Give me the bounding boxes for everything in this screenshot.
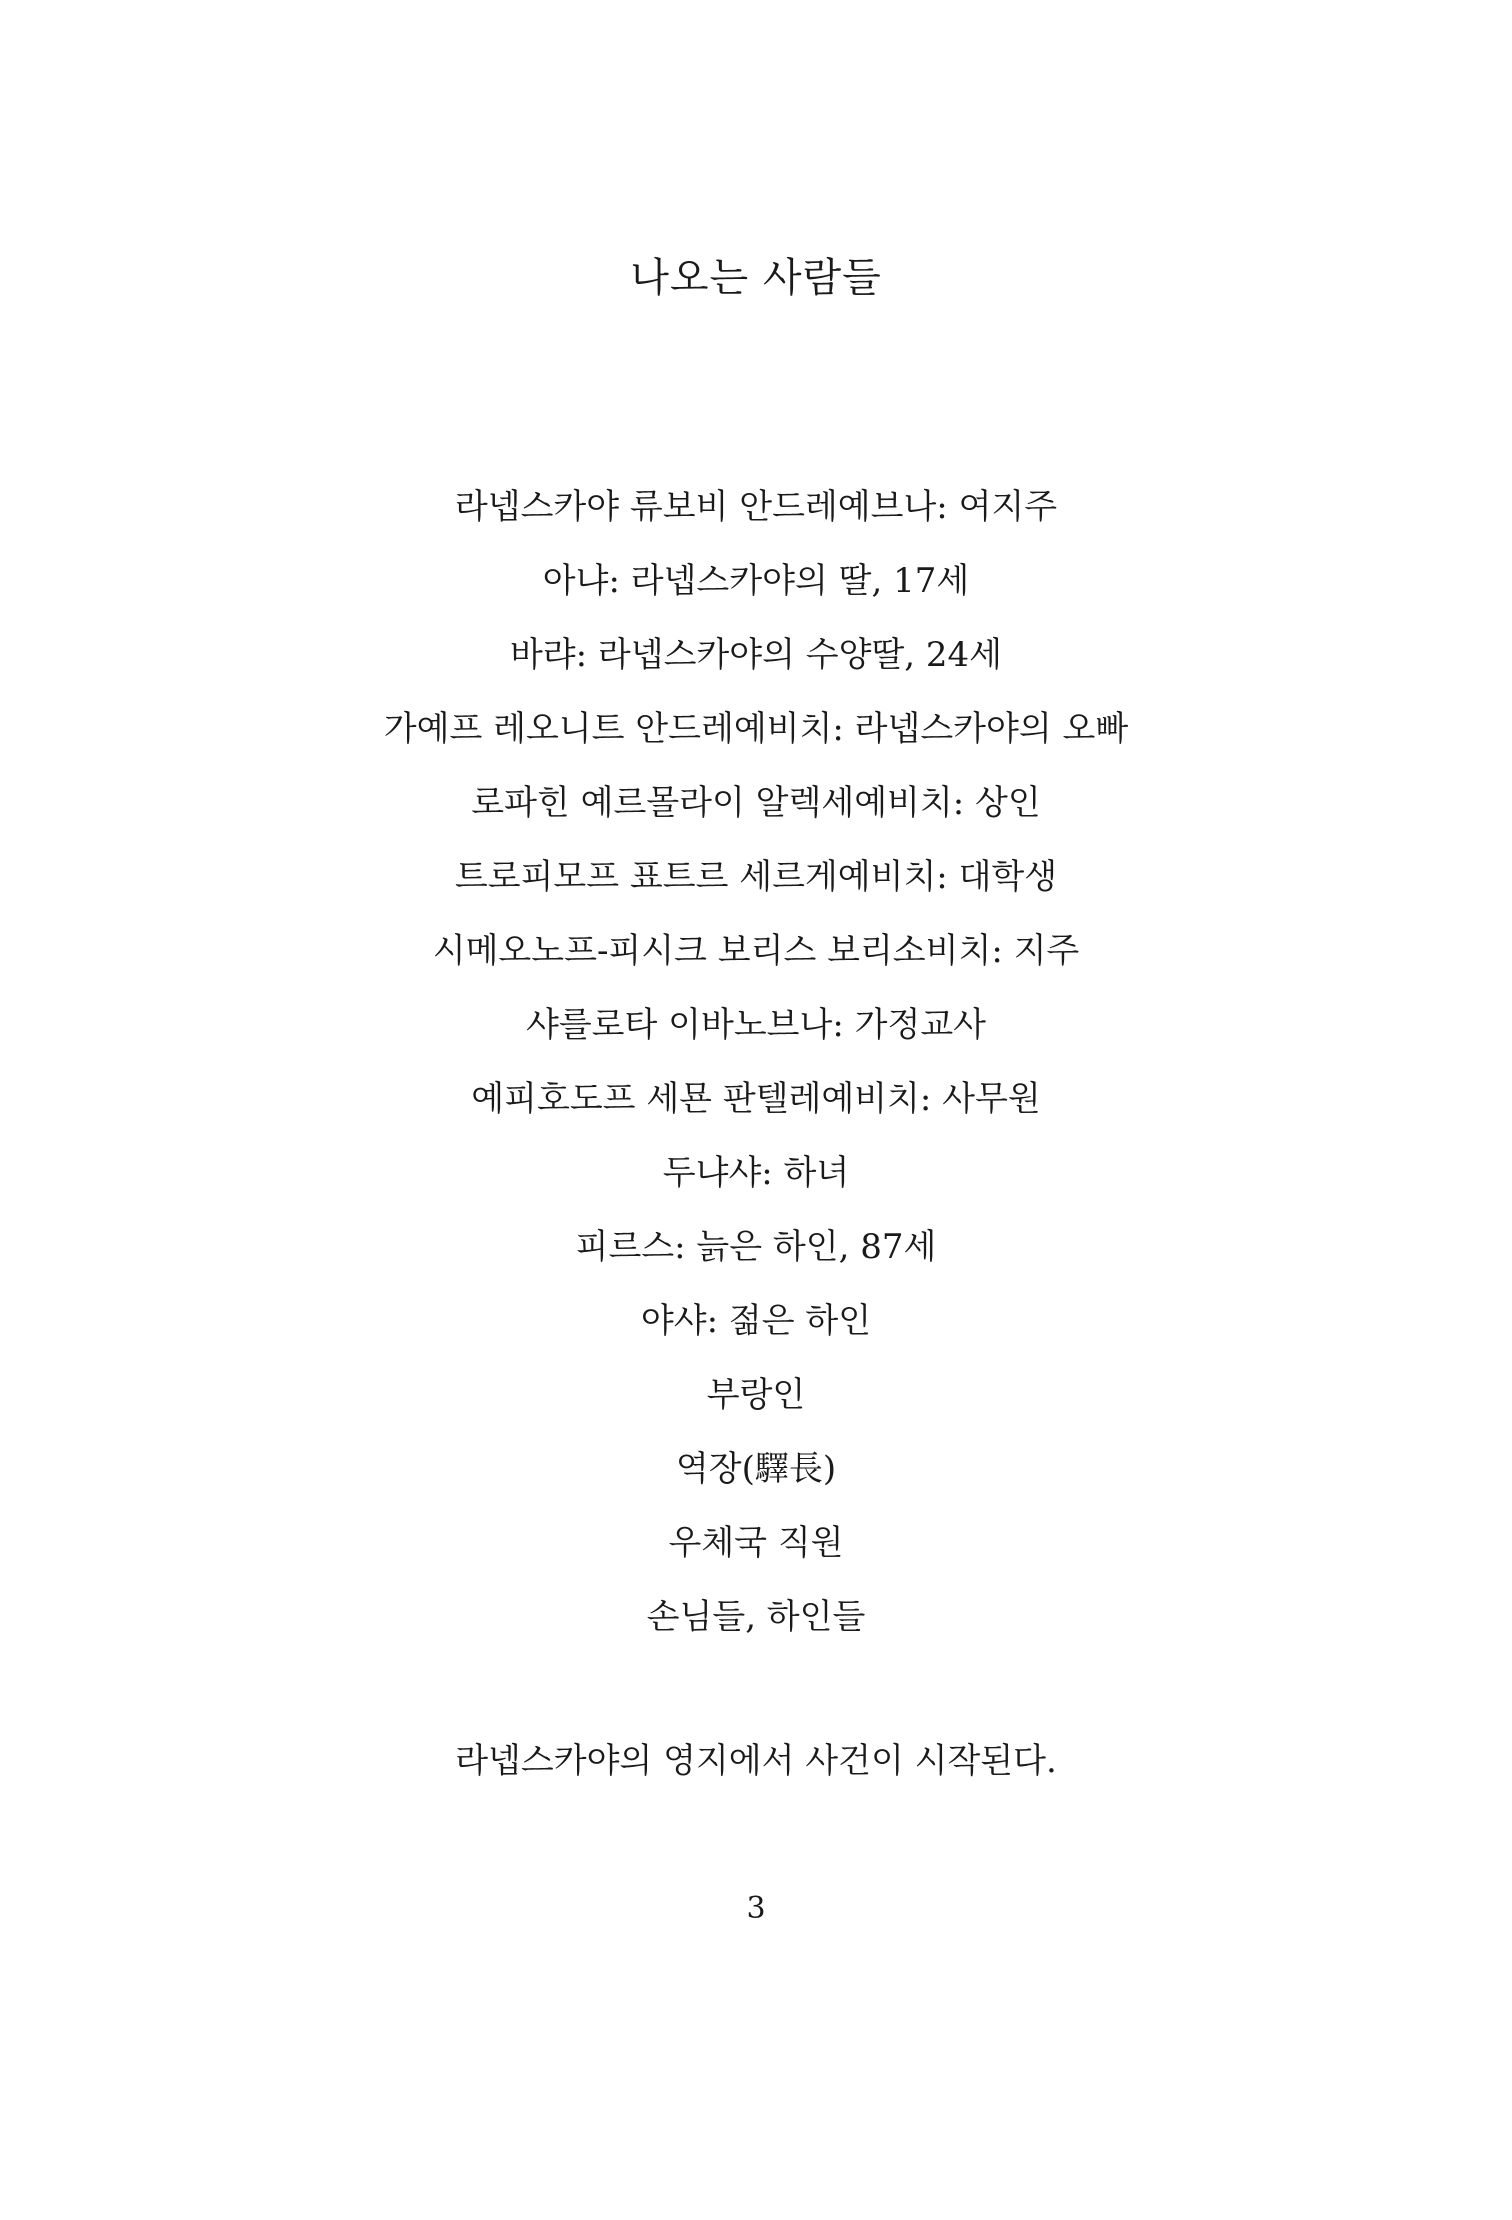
page-number: 3 bbox=[746, 1891, 766, 1926]
cast-item: 예피호도프 세묜 판텔레예비치: 사무원 bbox=[471, 1079, 1041, 1119]
cast-item: 로파힌 예르몰라이 알렉세예비치: 상인 bbox=[471, 783, 1041, 823]
cast-item: 가예프 레오니트 안드레예비치: 라넵스카야의 오빠 bbox=[383, 709, 1129, 749]
page-title: 나오는 사람들 bbox=[630, 255, 882, 301]
cast-item: 아냐: 라넵스카야의 딸, 17세 bbox=[542, 561, 970, 601]
cast-item: 부랑인 bbox=[706, 1375, 806, 1415]
cast-item: 트로피모프 표트르 세르게예비치: 대학생 bbox=[454, 857, 1058, 897]
cast-item: 손님들, 하인들 bbox=[646, 1597, 866, 1637]
cast-item: 라넵스카야 류보비 안드레예브나: 여지주 bbox=[454, 487, 1058, 527]
cast-item: 시메오노프-피시크 보리스 보리소비치: 지주 bbox=[432, 931, 1080, 971]
cast-item: 샤를로타 이바노브나: 가정교사 bbox=[525, 1005, 987, 1045]
cast-list bbox=[0, 470, 1512, 1654]
cast-item: 우체국 직원 bbox=[668, 1523, 844, 1563]
setting-line: 라넵스카야의 영지에서 사건이 시작된다. bbox=[455, 1741, 1057, 1781]
cast-item: 두냐샤: 하녀 bbox=[662, 1153, 850, 1193]
cast-item: 피르스: 늙은 하인, 87세 bbox=[575, 1227, 937, 1267]
cast-item: 야샤: 젊은 하인 bbox=[640, 1301, 872, 1341]
cast-item: 바랴: 라넵스카야의 수양딸, 24세 bbox=[509, 635, 1003, 675]
cast-item: 역장(驛長) bbox=[675, 1449, 837, 1489]
